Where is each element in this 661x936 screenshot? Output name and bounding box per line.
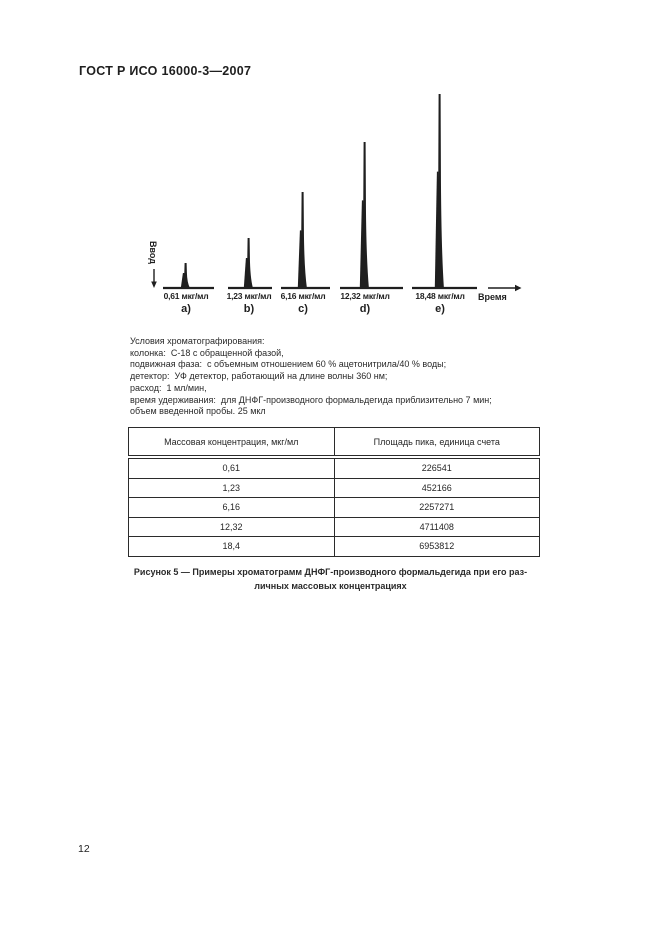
condition-line: детектор: УФ детектор, работающий на длине волны 360 нм; (130, 371, 388, 382)
peak-letter-label: c) (298, 303, 308, 315)
figure-caption-line-2: личных массовых концентрациях (254, 581, 407, 591)
condition-line: расход: 1 мл/мин, (130, 382, 207, 393)
peak-letter-label: a) (181, 303, 191, 315)
injection-arrowhead-icon (151, 282, 157, 289)
chromatogram-peak (340, 142, 403, 288)
condition-line: колонка: С-18 с обращенной фазой, (130, 347, 284, 358)
condition-line: время удерживания: для ДНФГ-производного формальдегида приблизительно 7 мин; (130, 394, 492, 405)
peak-area-cell: 452166 (334, 478, 540, 498)
chromatogram-peak (412, 94, 477, 288)
calibration-table-body (129, 457, 540, 556)
table-row (129, 478, 540, 498)
concentration-cell: 12,32 (129, 517, 335, 537)
time-axis-arrow-icon (488, 285, 522, 291)
peak-concentration-label: 0,61 мкг/мл (163, 291, 209, 301)
time-axis-label: Время (478, 292, 507, 302)
peak-concentration-label: 1,23 мкг/мл (226, 291, 272, 301)
table-row (129, 517, 540, 537)
table-header-row (129, 428, 540, 458)
condition-line: объем введенной пробы. 25 мкл (130, 406, 266, 417)
concentration-header-cell: Массовая концентрация, мкг/мл (129, 428, 335, 458)
calibration-table-head (129, 428, 540, 458)
peak-area-cell: 4711408 (334, 517, 540, 537)
peak-area-cell: 2257271 (334, 498, 540, 518)
injection-label: Ввод (148, 241, 158, 265)
figure-caption (68, 565, 593, 593)
chromatogram-peak (228, 238, 272, 288)
peak-area-cell: 226541 (334, 457, 540, 478)
peak-concentration-label: 18,48 мкг/мл (415, 291, 465, 301)
peak-concentration-label: 6,16 мкг/мл (280, 291, 326, 301)
concentration-cell: 18,4 (129, 537, 335, 557)
figure-caption-line-1: Рисунок 5 — Примеры хроматограмм ДНФГ-производного формальдегида при его раз- (133, 567, 528, 577)
table-row (129, 537, 540, 557)
chromatogram-peak (281, 192, 330, 288)
page-number: 12 (78, 843, 90, 855)
table-row (129, 498, 540, 518)
peak-area-header-cell: Площадь пика, единица счета (334, 428, 540, 458)
chromatogram-figure (130, 85, 530, 300)
document-header: ГОСТ Р ИСО 16000-3—2007 (79, 64, 252, 78)
chromatogram-peak (163, 263, 214, 288)
calibration-table (128, 427, 540, 557)
peak-letter-label: d) (359, 303, 371, 315)
peak-area-cell: 6953812 (334, 537, 540, 557)
condition-line: подвижная фаза: с объемным отношением 60 % ацетонитрила/40 % воды; (130, 359, 447, 370)
peak-letter-label: e) (435, 303, 445, 315)
chromatography-conditions (130, 336, 492, 418)
table-row (129, 457, 540, 478)
concentration-cell: 1,23 (129, 478, 335, 498)
injection-marker (148, 241, 158, 288)
peak-concentration-label: 12,32 мкг/мл (340, 291, 390, 301)
concentration-cell: 0,61 (129, 457, 335, 478)
condition-line: Условия хроматографирования: (130, 336, 265, 346)
concentration-cell: 6,16 (129, 498, 335, 518)
peak-letter-label: b) (243, 303, 255, 315)
